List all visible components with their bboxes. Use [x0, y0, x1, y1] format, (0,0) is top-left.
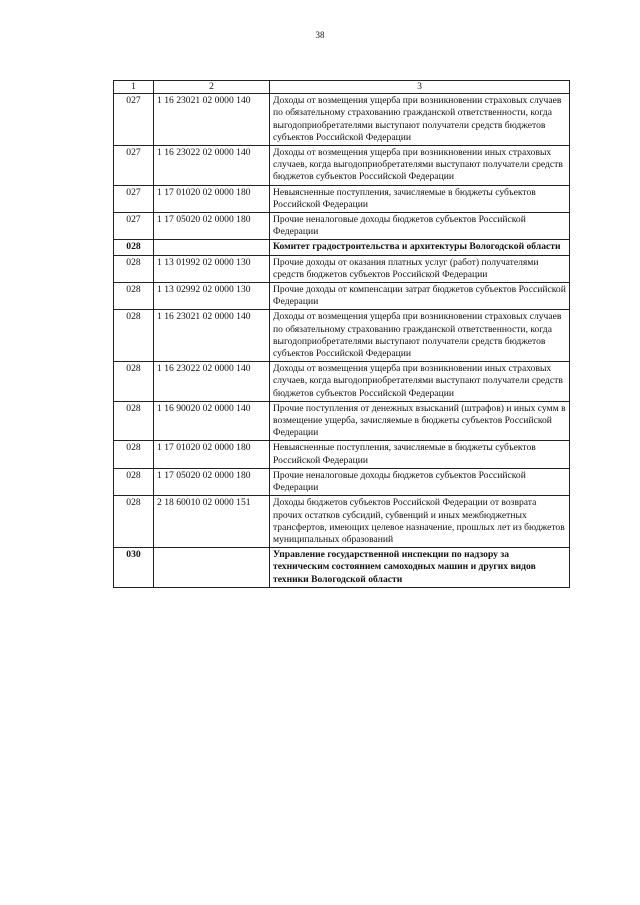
- admin-code-cell: 028: [114, 401, 154, 441]
- revenue-code-cell: 1 16 23022 02 0000 140: [154, 146, 270, 186]
- revenue-code-cell: 1 17 05020 02 0000 180: [154, 213, 270, 240]
- admin-code-cell: 028: [114, 496, 154, 548]
- table-row: [114, 401, 570, 441]
- table-row: [114, 362, 570, 402]
- admin-code-cell: 027: [114, 185, 154, 212]
- column-header-2: 2: [154, 81, 270, 94]
- revenue-code-cell: 1 16 90020 02 0000 140: [154, 401, 270, 441]
- table-row: [114, 283, 570, 310]
- table-row: [114, 310, 570, 362]
- revenue-codes-table: [113, 80, 570, 588]
- admin-code-cell: 028: [114, 240, 154, 255]
- revenue-description-cell: Доходы от возмещения ущерба при возникновении иных страховых случаев, когда выгодоприобретателями выступают получатели средств бюджетов субъектов Российской Федерации: [270, 362, 570, 402]
- revenue-description-cell: Прочие доходы от компенсации затрат бюджетов субъектов Российской Федерации: [270, 283, 570, 310]
- revenue-code-cell: 1 13 02992 02 0000 130: [154, 283, 270, 310]
- table-row: [114, 185, 570, 212]
- revenue-code-cell: 1 16 23021 02 0000 140: [154, 94, 270, 146]
- admin-code-cell: 028: [114, 310, 154, 362]
- revenue-code-cell: 1 13 01992 02 0000 130: [154, 255, 270, 282]
- table-row-section-header: [114, 240, 570, 255]
- revenue-description-cell: Прочие доходы от оказания платных услуг (работ) получателями средств бюджетов субъектов Российской Федерации: [270, 255, 570, 282]
- column-header-3: 3: [270, 81, 570, 94]
- revenue-description-cell: Управление государственной инспекции по надзору за техническим состоянием самоходных машин и других видов техники Вологодской области: [270, 548, 570, 588]
- revenue-description-cell: Комитет градостроительства и архитектуры Вологодской области: [270, 240, 570, 255]
- admin-code-cell: 028: [114, 362, 154, 402]
- admin-code-cell: 030: [114, 548, 154, 588]
- table-body: [114, 94, 570, 588]
- revenue-description-cell: Прочие неналоговые доходы бюджетов субъектов Российской Федерации: [270, 213, 570, 240]
- table-row-section-header: [114, 548, 570, 588]
- table-row: [114, 468, 570, 495]
- revenue-code-cell: 1 17 05020 02 0000 180: [154, 468, 270, 495]
- page-number: 38: [315, 30, 325, 40]
- admin-code-cell: 028: [114, 441, 154, 468]
- revenue-description-cell: Доходы бюджетов субъектов Российской Федерации от возврата прочих остатков субсидий, субвенций и иных межбюджетных трансфертов, имеющих целевое назначение, прошлых лет из бюджетов муниципальных образований: [270, 496, 570, 548]
- revenue-code-cell: [154, 548, 270, 588]
- revenue-code-cell: 1 16 23021 02 0000 140: [154, 310, 270, 362]
- revenue-code-cell: 1 16 23022 02 0000 140: [154, 362, 270, 402]
- revenue-code-cell: 1 17 01020 02 0000 180: [154, 441, 270, 468]
- admin-code-cell: 027: [114, 213, 154, 240]
- revenue-description-cell: Прочие поступления от денежных взысканий (штрафов) и иных сумм в возмещение ущерба, зачисляемые в бюджеты субъектов Российской Федерации: [270, 401, 570, 441]
- column-header-1: 1: [114, 81, 154, 94]
- revenue-description-cell: Доходы от возмещения ущерба при возникновении страховых случаев по обязательному страхованию гражданской ответственности, когда выгодоприобретателями выступают получатели средств бюджетов субъектов Российской Федерации: [270, 310, 570, 362]
- revenue-code-cell: 1 17 01020 02 0000 180: [154, 185, 270, 212]
- revenue-description-cell: Невыясненные поступления, зачисляемые в бюджеты субъектов Российской Федерации: [270, 441, 570, 468]
- admin-code-cell: 028: [114, 255, 154, 282]
- revenue-description-cell: Доходы от возмещения ущерба при возникновении страховых случаев по обязательному страхованию гражданской ответственности, когда выгодоприобретателями выступают получатели средств бюджетов субъектов Российской Федерации: [270, 94, 570, 146]
- table-row: [114, 213, 570, 240]
- table-row: [114, 496, 570, 548]
- table-header-row: [114, 81, 570, 94]
- table-row: [114, 255, 570, 282]
- revenue-description-cell: Прочие неналоговые доходы бюджетов субъектов Российской Федерации: [270, 468, 570, 495]
- table-row: [114, 441, 570, 468]
- revenue-description-cell: Доходы от возмещения ущерба при возникновении иных страховых случаев, когда выгодоприобретателями выступают получатели средств бюджетов субъектов Российской Федерации: [270, 146, 570, 186]
- table-row: [114, 94, 570, 146]
- revenue-code-cell: [154, 240, 270, 255]
- revenue-description-cell: Невыясненные поступления, зачисляемые в бюджеты субъектов Российской Федерации: [270, 185, 570, 212]
- admin-code-cell: 028: [114, 283, 154, 310]
- admin-code-cell: 027: [114, 94, 154, 146]
- admin-code-cell: 027: [114, 146, 154, 186]
- admin-code-cell: 028: [114, 468, 154, 495]
- table-row: [114, 146, 570, 186]
- revenue-code-cell: 2 18 60010 02 0000 151: [154, 496, 270, 548]
